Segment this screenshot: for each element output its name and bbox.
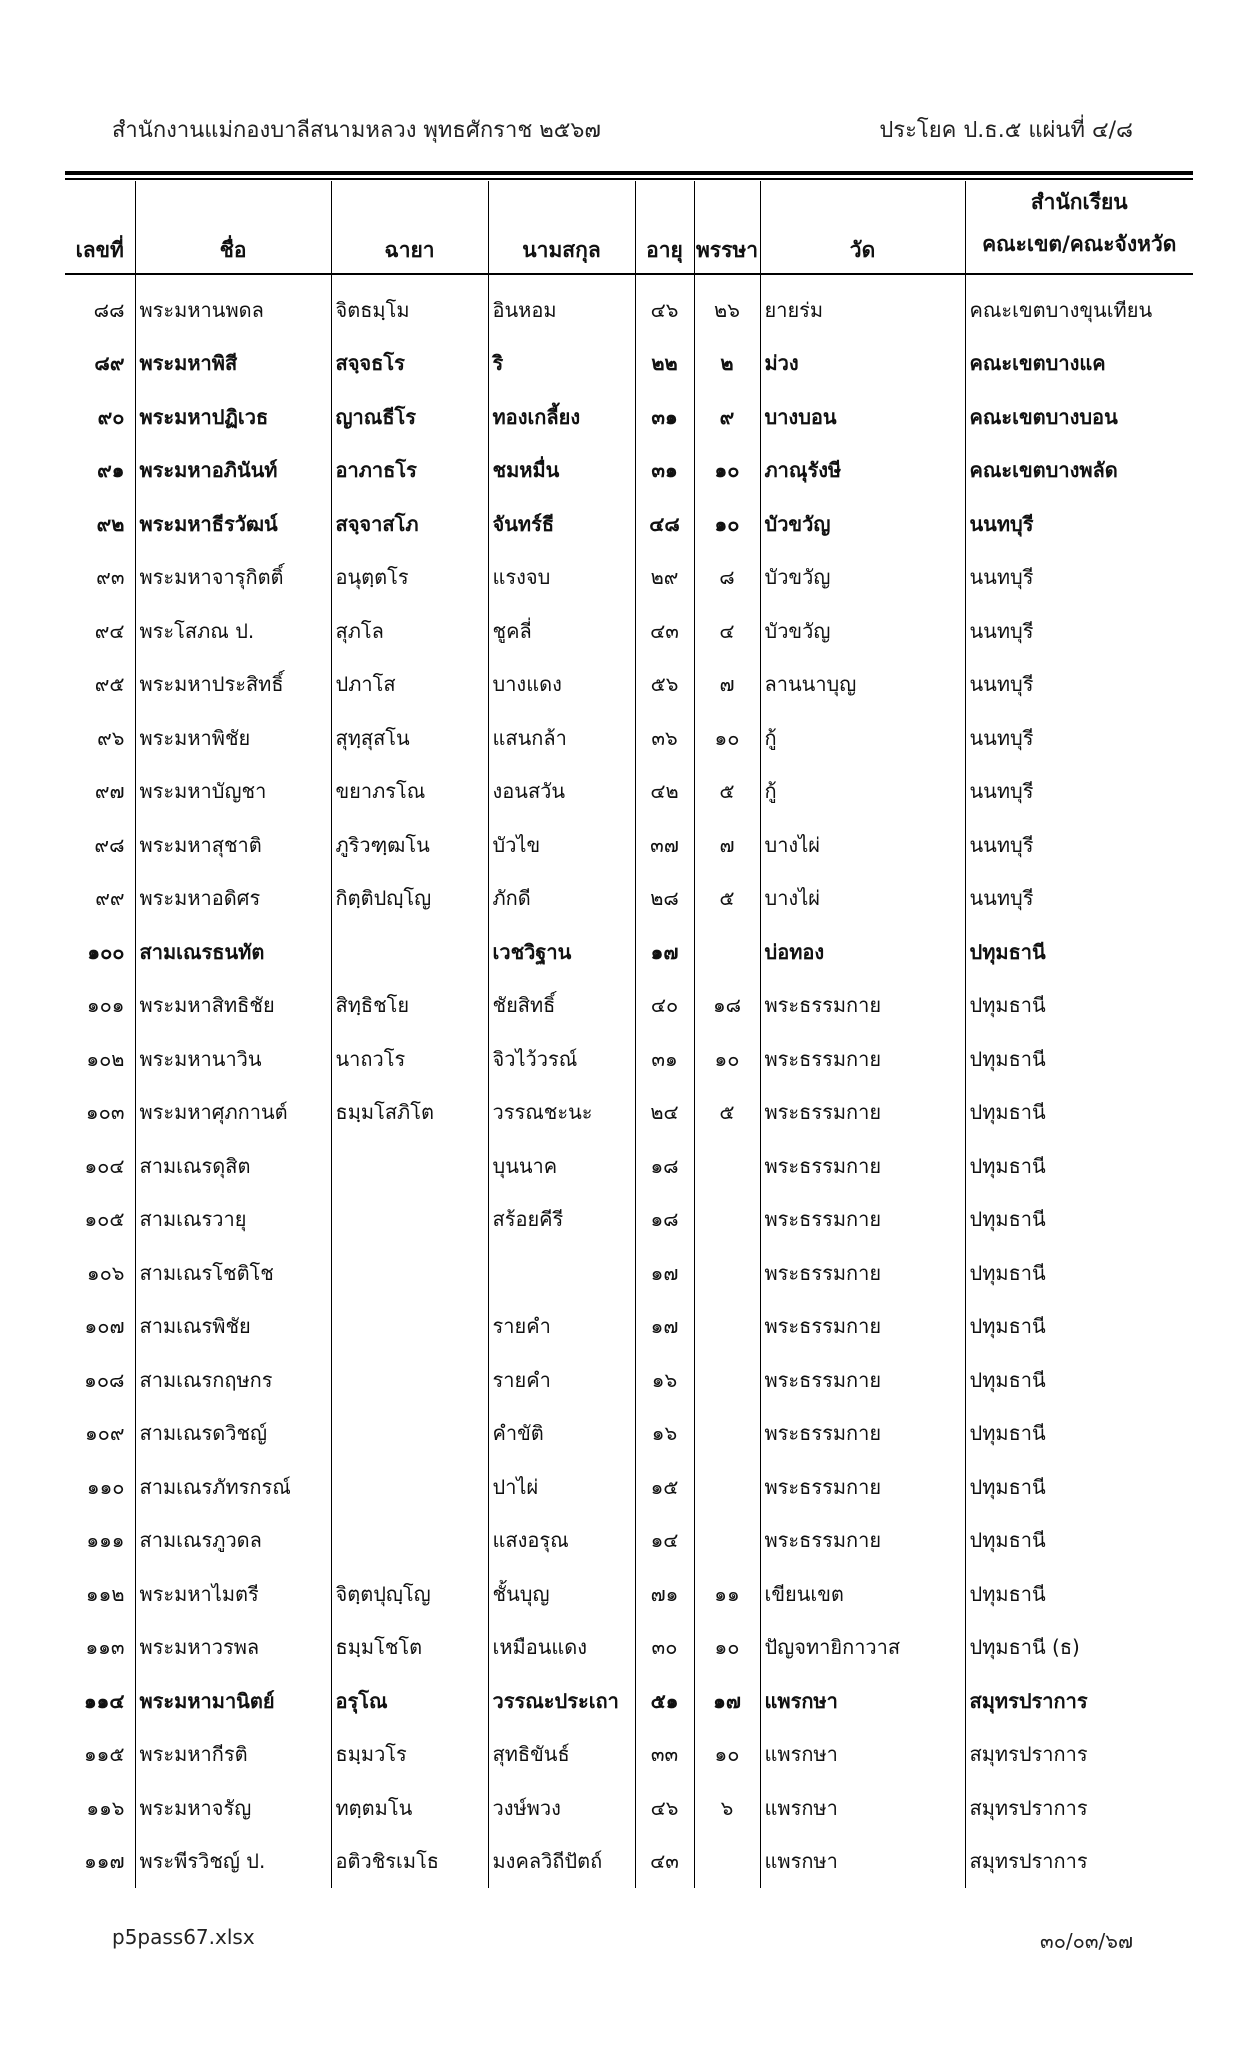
cell-pansa: ๑๗ [694,1674,760,1728]
cell-chaya [331,1514,488,1568]
cell-surname: บุนนาค [488,1139,635,1193]
cell-surname: ปาไผ่ [488,1460,635,1514]
cell-age: ๔๓ [635,604,694,658]
cell-school: ปทุมธานี [965,1567,1193,1621]
cell-wat: บัวขวัญ [760,551,965,605]
cell-no: ๙๙ [95,886,125,911]
cell-age: ๒๔ [635,1086,694,1140]
cell-chaya: อติวชิรเมโธ [331,1835,488,1889]
cell-age: ๗๑ [635,1567,694,1621]
cell-wat: บางบอน [760,390,965,444]
cell-age: ๑๗ [635,1246,694,1300]
cell-no: ๑๑๔ [83,1688,125,1713]
cell-school: ปทุมธานี [965,1353,1193,1407]
col-header-school-line2: คณะเขต/คณะจังหวัด [982,232,1177,256]
cell-wat: ยายร่ม [760,277,965,337]
cell-pansa: ๗ [694,818,760,872]
table-row [65,1246,1193,1300]
cell-age: ๔๖ [635,1781,694,1835]
cell-surname: ชั้นบุญ [488,1567,635,1621]
table-row [65,818,1193,872]
footer-filename: p5pass67.xlsx [112,1925,255,1949]
cell-surname: วรรณชะนะ [488,1086,635,1140]
cell-chaya: ญาณธีโร [331,390,488,444]
cell-no: ๙๘ [94,832,125,857]
cell-no: ๑๐๐ [87,939,125,964]
cell-chaya [331,1193,488,1247]
cell-name: พระมหาจรัญ [135,1781,331,1835]
table-row [65,1460,1193,1514]
cell-chaya: จิตธมฺโม [331,277,488,337]
cell-age: ๑๗ [635,1300,694,1354]
cell-wat: แพรกษา [760,1835,965,1889]
cell-wat: ปัญจทายิกาวาส [760,1621,965,1675]
cell-surname: เวชวิฐาน [488,925,635,979]
cell-name: พระโสภณ ป. [135,604,331,658]
cell-age: ๓๑ [635,444,694,498]
cell-wat: บางไผ่ [760,818,965,872]
cell-wat: บัวขวัญ [760,497,965,551]
cell-name: พระมหาปฏิเวธ [135,390,331,444]
cell-chaya [331,1353,488,1407]
cell-surname: ชูคลี่ [488,604,635,658]
cell-age: ๓๓ [635,1728,694,1782]
cell-name: พระมหาศุภกานต์ [135,1086,331,1140]
cell-school: คณะเขตบางพลัด [965,444,1193,498]
cell-wat: บางไผ่ [760,872,965,926]
cell-no: ๑๐๓ [85,1100,125,1125]
cell-age: ๑๔ [635,1514,694,1568]
cell-no: ๙๓ [96,565,125,590]
cell-chaya: ทตฺตมโน [331,1781,488,1835]
cell-school: ปทุมธานี [965,1300,1193,1354]
col-header-age: อายุ [635,181,694,277]
cell-surname: แรงจบ [488,551,635,605]
cell-pansa: ๔ [694,604,760,658]
table-row [65,658,1193,712]
cell-school: ปทุมธานี (ธ) [965,1621,1193,1675]
col-header-surname: นามสกุล [488,181,635,277]
cell-school: ปทุมธานี [965,925,1193,979]
table-row [65,1728,1193,1782]
cell-school: ปทุมธานี [965,1086,1193,1140]
table-row [65,497,1193,551]
cell-pansa: ๑๐ [694,444,760,498]
cell-age: ๓๖ [635,711,694,765]
cell-surname: อินหอม [488,277,635,337]
cell-wat: แพรกษา [760,1781,965,1835]
cell-chaya: ขยาภรโณ [331,765,488,819]
cell-surname: รายคำ [488,1353,635,1407]
table-row [65,925,1193,979]
cell-school: นนทบุรี [965,604,1193,658]
cell-no: ๑๐๘ [84,1367,125,1392]
table-row [65,390,1193,444]
cell-pansa: ๘ [694,551,760,605]
cell-chaya: ธมฺมโชโต [331,1621,488,1675]
cell-surname: งอนสวัน [488,765,635,819]
cell-age: ๑๘ [635,1139,694,1193]
col-header-school [965,181,1193,277]
cell-pansa: ๑๐ [694,1621,760,1675]
cell-no: ๙๖ [97,725,125,750]
cell-wat: พระธรรมกาย [760,1032,965,1086]
cell-school: นนทบุรี [965,711,1193,765]
cell-name: สามเณรโชติโช [135,1246,331,1300]
cell-surname: จิวไว้วรณ์ [488,1032,635,1086]
header-office-year: สำนักงานแม่กองบาลีสนามหลวง พุทธศักราช ๒๕๖๗ [112,118,601,143]
cell-name: พระมหาไมตรี [135,1567,331,1621]
cell-no: ๘๘ [93,297,125,322]
cell-age: ๒๒ [635,337,694,391]
cell-surname: ทองเกลี้ยง [488,390,635,444]
cell-no: ๑๑๐ [86,1474,125,1499]
cell-pansa [694,1246,760,1300]
col-header-school-line1: สำนักเรียน [1030,190,1128,214]
cell-pansa: ๕ [694,872,760,926]
cell-name: พระมหานาวิน [135,1032,331,1086]
cell-school: ปทุมธานี [965,1032,1193,1086]
cell-name: สามเณรดวิชญ์ [135,1407,331,1461]
cell-school: ปทุมธานี [965,1139,1193,1193]
cell-school: คณะเขตบางขุนเทียน [965,277,1193,337]
cell-school: คณะเขตบางบอน [965,390,1193,444]
cell-surname: วงษ์พวง [488,1781,635,1835]
cell-surname: จันทร์ธี [488,497,635,551]
cell-name: สามเณรกฤษกร [135,1353,331,1407]
cell-name: พระมหาอดิศร [135,872,331,926]
cell-name: พระมหาบัญชา [135,765,331,819]
cell-chaya: สจฺจธโร [331,337,488,391]
cell-name: พระมหาพิชัย [135,711,331,765]
cell-age: ๔๒ [635,765,694,819]
table-row [65,1674,1193,1728]
cell-wat: ม่วง [760,337,965,391]
cell-wat: พระธรรมกาย [760,1246,965,1300]
cell-wat: ลานนาบุญ [760,658,965,712]
cell-wat: พระธรรมกาย [760,1514,965,1568]
cell-no: ๑๑๖ [86,1795,125,1820]
cell-no: ๙๔ [94,618,125,643]
cell-age: ๕๑ [635,1674,694,1728]
cell-school: นนทบุรี [965,497,1193,551]
cell-age: ๑๘ [635,1193,694,1247]
cell-pansa: ๑๐ [694,497,760,551]
cell-school: ปทุมธานี [965,1460,1193,1514]
cell-pansa [694,1514,760,1568]
cell-no: ๑๐๒ [86,1046,125,1071]
cell-no: ๑๑๑ [86,1528,125,1553]
cell-age: ๒๘ [635,872,694,926]
cell-name: พระมหาวรพล [135,1621,331,1675]
cell-no: ๘๙ [94,351,125,376]
cell-age: ๒๙ [635,551,694,605]
cell-wat: กู้ [760,711,965,765]
cell-pansa: ๕ [694,1086,760,1140]
cell-name: พระมหามานิตย์ [135,1674,331,1728]
cell-school: นนทบุรี [965,551,1193,605]
table-row [65,604,1193,658]
cell-school: นนทบุรี [965,658,1193,712]
cell-pansa: ๑๘ [694,979,760,1033]
cell-no: ๑๐๕ [84,1207,125,1232]
table-row [65,1193,1193,1247]
cell-school: นนทบุรี [965,872,1193,926]
cell-surname: สร้อยคีรี [488,1193,635,1247]
cell-wat: บ่อทอง [760,925,965,979]
cell-chaya [331,1407,488,1461]
cell-chaya: สิทฺธิชโย [331,979,488,1033]
col-header-pansa: พรรษา [694,181,760,277]
cell-school: สมุทรปราการ [965,1674,1193,1728]
cell-age: ๔๐ [635,979,694,1033]
cell-wat: พระธรรมกาย [760,1193,965,1247]
table-row [65,872,1193,926]
cell-chaya: ปภาโส [331,658,488,712]
col-header-wat: วัด [760,181,965,277]
cell-no: ๑๐๑ [86,993,125,1018]
cell-name: พระมหาธีรวัฒน์ [135,497,331,551]
cell-chaya [331,1460,488,1514]
cell-chaya: ธมฺมโสภิโต [331,1086,488,1140]
cell-school: ปทุมธานี [965,1246,1193,1300]
table-body [65,277,1193,1888]
header-bottom-rule [65,273,1193,275]
table-row [65,1300,1193,1354]
cell-pansa [694,1407,760,1461]
cell-pansa: ๒๖ [694,277,760,337]
cell-surname: สุทธิขันธ์ [488,1728,635,1782]
cell-surname: รายคำ [488,1300,635,1354]
cell-surname [488,1246,635,1300]
cell-chaya [331,1300,488,1354]
cell-age: ๓๗ [635,818,694,872]
cell-name: สามเณรธนทัต [135,925,331,979]
cell-no: ๙๒ [96,511,125,536]
cell-chaya: นาถวโร [331,1032,488,1086]
cell-name: พระมหาสิทธิชัย [135,979,331,1033]
cell-pansa: ๒ [694,337,760,391]
table-row [65,277,1193,337]
cell-age: ๔๓ [635,1835,694,1889]
cell-name: สามเณรวายุ [135,1193,331,1247]
table-row [65,1353,1193,1407]
cell-pansa [694,1193,760,1247]
cell-chaya [331,925,488,979]
cell-wat: ภาณุรังษี [760,444,965,498]
cell-wat: บัวขวัญ [760,604,965,658]
cell-chaya: อาภาธโร [331,444,488,498]
cell-wat: พระธรรมกาย [760,1407,965,1461]
cell-school: ปทุมธานี [965,979,1193,1033]
cell-surname: ชมหมื่น [488,444,635,498]
cell-surname: เหมือนแดง [488,1621,635,1675]
cell-chaya [331,1246,488,1300]
cell-no: ๑๑๓ [85,1635,125,1660]
cell-school: สมุทรปราการ [965,1781,1193,1835]
cell-age: ๕๖ [635,658,694,712]
table-row [65,551,1193,605]
cell-surname: มงคลวิถีปัตถ์ [488,1835,635,1889]
cell-pansa [694,1139,760,1193]
table-row [65,711,1193,765]
table-row [65,1139,1193,1193]
table-row [65,1514,1193,1568]
cell-pansa: ๙ [694,390,760,444]
cell-school: ปทุมธานี [965,1407,1193,1461]
cell-pansa [694,1300,760,1354]
cell-age: ๑๕ [635,1460,694,1514]
cell-pansa: ๕ [694,765,760,819]
cell-name: พระมหากีรติ [135,1728,331,1782]
table-row [65,1781,1193,1835]
header-page-info: ประโยค ป.ธ.๕ แผ่นที่ ๔/๘ [879,118,1133,143]
cell-school: สมุทรปราการ [965,1835,1193,1889]
cell-no: ๑๑๒ [85,1581,125,1606]
table-row [65,1835,1193,1889]
cell-chaya: สุทฺสุสโน [331,711,488,765]
table-row [65,1032,1193,1086]
cell-surname: คำขัติ [488,1407,635,1461]
cell-name: พระมหาพิสี [135,337,331,391]
cell-wat: พระธรรมกาย [760,1460,965,1514]
cell-name: สามเณรภัทรกรณ์ [135,1460,331,1514]
cell-age: ๔๖ [635,277,694,337]
cell-wat: กู้ [760,765,965,819]
results-table [65,181,1193,1888]
cell-age: ๑๖ [635,1407,694,1461]
cell-surname: แสนกล้า [488,711,635,765]
cell-no: ๑๐๖ [86,1260,125,1285]
cell-no: ๑๐๗ [84,1314,125,1339]
cell-no: ๙๕ [94,672,125,697]
cell-wat: พระธรรมกาย [760,979,965,1033]
cell-name: สามเณรภูวดล [135,1514,331,1568]
cell-chaya: อนุตฺตโร [331,551,488,605]
table-row [65,1407,1193,1461]
cell-surname: ริ [488,337,635,391]
cell-no: ๑๐๔ [84,1153,125,1178]
cell-name: พระมหานพดล [135,277,331,337]
cell-name: พระพีรวิชญ์ ป. [135,1835,331,1889]
cell-surname: วรรณะประเถา [488,1674,635,1728]
cell-chaya: กิตฺติปญฺโญ [331,872,488,926]
cell-name: สามเณรพิชัย [135,1300,331,1354]
cell-chaya [331,1139,488,1193]
cell-chaya: ธมฺมวโร [331,1728,488,1782]
cell-school: ปทุมธานี [965,1193,1193,1247]
table-row [65,765,1193,819]
cell-no: ๑๑๕ [83,1742,125,1767]
cell-age: ๑๖ [635,1353,694,1407]
cell-pansa: ๑๐ [694,1728,760,1782]
cell-wat: พระธรรมกาย [760,1139,965,1193]
cell-chaya: อรุโณ [331,1674,488,1728]
table-header [65,181,1193,277]
cell-chaya: สจฺจาสโภ [331,497,488,551]
cell-pansa: ๑๑ [694,1567,760,1621]
table-row [65,979,1193,1033]
cell-school: ปทุมธานี [965,1514,1193,1568]
cell-surname: ชัยสิทธิ์ [488,979,635,1033]
cell-pansa [694,1835,760,1889]
table-row [65,1086,1193,1140]
cell-surname: แสงอรุณ [488,1514,635,1568]
cell-pansa [694,1460,760,1514]
cell-school: นนทบุรี [965,765,1193,819]
col-header-chaya: ฉายา [331,181,488,277]
cell-wat: พระธรรมกาย [760,1086,965,1140]
cell-name: พระมหาประสิทธิ์ [135,658,331,712]
table-row [65,337,1193,391]
cell-chaya: ภูริวฑฺฒโน [331,818,488,872]
cell-wat: เขียนเขต [760,1567,965,1621]
cell-age: ๓๐ [635,1621,694,1675]
table-top-rule-thin [65,178,1193,180]
cell-no: ๙๐ [97,404,125,429]
cell-chaya: จิตฺตปุญฺโญ [331,1567,488,1621]
cell-chaya: สุภโล [331,604,488,658]
cell-pansa [694,1353,760,1407]
table-row [65,444,1193,498]
cell-wat: พระธรรมกาย [760,1353,965,1407]
footer-date: ๓๐/๐๓/๖๗ [1040,1929,1133,1953]
cell-pansa: ๖ [694,1781,760,1835]
cell-name: พระมหาอภินันท์ [135,444,331,498]
cell-age: ๔๘ [635,497,694,551]
cell-no: ๑๑๗ [84,1849,125,1874]
cell-school: นนทบุรี [965,818,1193,872]
cell-school: คณะเขตบางแค [965,337,1193,391]
table-top-rule [65,171,1193,175]
col-header-no: เลขที่ [75,238,124,262]
cell-name: สามเณรดุสิต [135,1139,331,1193]
cell-surname: บัวไข [488,818,635,872]
cell-age: ๑๗ [635,925,694,979]
cell-surname: ภักดี [488,872,635,926]
cell-wat: แพรกษา [760,1674,965,1728]
col-header-name: ชื่อ [135,181,331,277]
table-row [65,1621,1193,1675]
cell-age: ๓๑ [635,390,694,444]
cell-pansa [694,925,760,979]
cell-name: พระมหาจารุกิตติ์ [135,551,331,605]
cell-no: ๙๗ [94,779,125,804]
cell-pansa: ๑๐ [694,1032,760,1086]
cell-pansa: ๑๐ [694,711,760,765]
cell-no: ๑๐๙ [84,1421,125,1446]
cell-age: ๓๑ [635,1032,694,1086]
cell-wat: แพรกษา [760,1728,965,1782]
cell-surname: บางแดง [488,658,635,712]
table-row [65,1567,1193,1621]
cell-pansa: ๗ [694,658,760,712]
cell-name: พระมหาสุชาติ [135,818,331,872]
cell-school: สมุทรปราการ [965,1728,1193,1782]
cell-no: ๙๑ [97,458,125,483]
cell-wat: พระธรรมกาย [760,1300,965,1354]
